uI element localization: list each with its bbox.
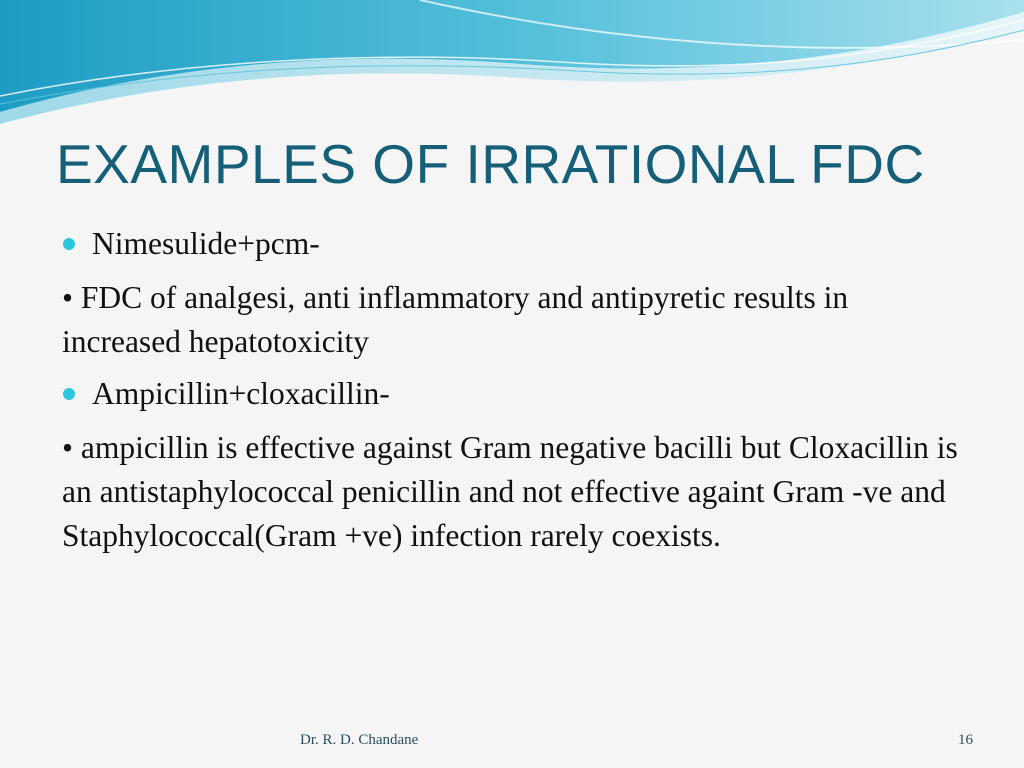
slide-number: 16 <box>958 732 973 748</box>
header-wave-decoration <box>0 0 1024 130</box>
footer-author: Dr. R. D. Chandane <box>300 732 419 748</box>
paragraph-1: • FDC of analgesi, anti inflammatory and antipyretic results in increased hepatotoxicity <box>62 280 849 359</box>
bullet-dot-icon <box>63 238 75 250</box>
paragraph-2: • ampicillin is effective against Gram negative bacilli but Cloxacillin is an antistaphylococcal penicillin and not effective againt Gram -ve and Staphylococcal(Gram +ve) infection rarely coexists. <box>62 430 958 553</box>
slide-body <box>62 222 962 566</box>
bullet-text: Ampicillin+cloxacillin- <box>92 376 390 411</box>
bullet-item-1 <box>62 222 962 266</box>
bullet-text: Nimesulide+pcm- <box>92 226 320 261</box>
bullet-dot-icon <box>63 388 75 400</box>
bullet-item-2 <box>62 372 962 416</box>
slide-title: EXAMPLES OF IRRATIONAL FDC <box>56 133 925 195</box>
